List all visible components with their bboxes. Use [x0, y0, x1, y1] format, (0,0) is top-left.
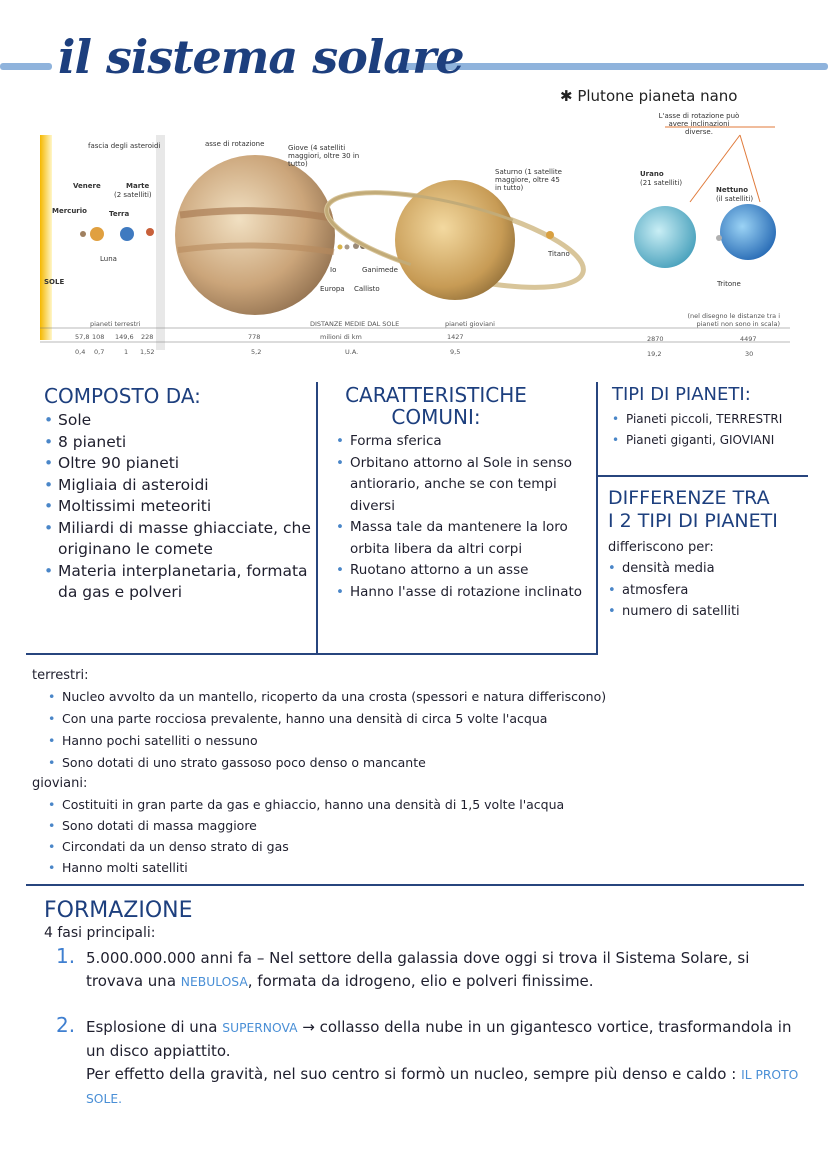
- list-item: • Massa tale da mantenere la loro orbita libera da altri corpi: [336, 517, 586, 560]
- label-asse: asse di rotazione: [205, 140, 265, 148]
- tritone-shape: [716, 235, 722, 241]
- ua-value: 19,2: [647, 350, 662, 358]
- caratteristiche-title-line1: CARATTERISTICHE: [345, 383, 527, 407]
- io-shape: [338, 245, 343, 250]
- neptune-shape: [720, 204, 776, 260]
- km-value: 57,8: [75, 333, 90, 341]
- formazione-title: FORMAZIONE: [44, 898, 193, 923]
- list-item: • Sole: [44, 410, 314, 432]
- label-marte-satelliti: (2 satelliti): [114, 191, 152, 199]
- caratteristiche-section: [336, 384, 586, 603]
- list-item: • Hanno molti satelliti: [48, 857, 812, 878]
- europa-shape: [345, 245, 350, 250]
- list-item: • Orbitano attorno al Sole in senso antiorario, anche se con tempi diversi: [336, 453, 586, 518]
- venus-shape: [90, 227, 104, 241]
- tipi-section: [612, 384, 822, 451]
- formazione-step-2: [44, 1013, 804, 1111]
- step-1-number: 1.: [56, 944, 76, 968]
- list-item: • Nucleo avvolto da un mantello, ricoperto da una crosta (spessori e natura differiscono): [48, 686, 812, 708]
- label-venere: Venere: [73, 182, 101, 190]
- uranus-shape: [634, 206, 696, 268]
- differenze-section: [608, 487, 823, 623]
- differenze-list: [608, 558, 823, 623]
- list-item: • Oltre 90 pianeti: [44, 453, 314, 475]
- label-scala-note: (nel disegno le distanze tra i pianeti non sono in scala): [687, 312, 780, 328]
- label-urano-satelliti: (21 satelliti): [640, 179, 683, 187]
- label-pianeti-gioviani: pianeti gioviani: [445, 320, 495, 328]
- km-value: 149,6: [115, 333, 134, 341]
- jupiter-shape: [175, 155, 335, 315]
- label-sole: SOLE: [44, 278, 65, 286]
- tipi-list: [612, 409, 822, 451]
- list-item: • Moltissimi meteoriti: [44, 496, 314, 518]
- step-2-text-post: → collasso della nube in un gigantesco vortice, trasformandola in un disco appiattito.: [86, 1018, 792, 1060]
- label-distanze: DISTANZE MEDIE DAL SOLE: [310, 320, 400, 328]
- composto-section: [44, 384, 314, 604]
- label-mercurio: Mercurio: [52, 207, 87, 215]
- formazione-step-1: [44, 944, 804, 994]
- ua-value: 0,4: [75, 348, 86, 356]
- list-item: • densità media: [608, 558, 823, 580]
- step-1-text-pre: 5.000.000.000 anni fa – Nel settore della galassia dove oggi si trova il Sistema Solare, si trovava una: [86, 949, 750, 990]
- step-2-text-line2: Per effetto della gravità, nel suo centro si formò un nucleo, sempre più denso e caldo :: [86, 1065, 737, 1083]
- ua-value: 30: [745, 350, 754, 358]
- saturn-shape: [395, 180, 515, 300]
- label-titano: Titano: [548, 250, 570, 258]
- gioviani-label: gioviani:: [32, 776, 88, 791]
- differenze-title-line1: DIFFERENZE TRA: [608, 487, 770, 509]
- step-2-line-2: [86, 1063, 804, 1111]
- tipi-title: TIPI DI PIANETI:: [612, 384, 751, 405]
- km-value: 108: [92, 333, 105, 341]
- asteroid-belt-shape: [156, 135, 165, 350]
- list-item: • Pianeti giganti, GIOVIANI: [612, 430, 822, 451]
- label-nettuno-satelliti: (il satelliti): [716, 195, 754, 203]
- step-2-number: 2.: [56, 1013, 76, 1037]
- step-2-highlight: SUPERNOVA: [222, 1021, 298, 1035]
- label-terra: Terra: [109, 210, 130, 218]
- km-value: 4497: [740, 335, 757, 343]
- differenze-title-line2: I 2 TIPI DI PIANETI: [608, 510, 778, 532]
- divider-horizontal-boxes: [26, 653, 598, 655]
- km-value: 1427: [447, 333, 464, 341]
- terrestri-label: terrestri:: [32, 668, 89, 683]
- label-ua: U.A.: [345, 348, 359, 356]
- step-2-highlight-2: IL PROTO SOLE.: [86, 1068, 799, 1106]
- ua-value: 1: [124, 348, 129, 356]
- differenze-intro: differiscono per:: [608, 540, 714, 555]
- step-1-text-post: , formata da idrogeno, elio e polveri finissime.: [247, 972, 594, 990]
- list-item: • Sono dotati di massa maggiore: [48, 815, 812, 836]
- solar-system-figure: [40, 110, 828, 360]
- titano-shape: [546, 231, 554, 239]
- composto-list: [44, 410, 314, 604]
- divider-vertical-2: [596, 382, 598, 654]
- label-ganimede: Ganimede: [362, 266, 398, 274]
- label-axis-note: L'asse di rotazione può avere inclinazioni diverse.: [658, 112, 740, 136]
- caratteristiche-list: [336, 431, 586, 603]
- list-item: • Hanno pochi satelliti o nessuno: [48, 730, 812, 752]
- list-item: • Materia interplanetaria, formata da gas e polveri: [44, 561, 314, 604]
- list-item: • Circondati da un denso strato di gas: [48, 836, 812, 857]
- page-title: il sistema solare: [58, 30, 464, 84]
- label-saturno: Saturno (1 satellite maggiore, oltre 45 in tutto): [495, 168, 562, 192]
- list-item: • Sono dotati di uno strato gassoso poco denso o mancante: [48, 752, 812, 774]
- terrestri-list: [48, 686, 812, 774]
- formazione-section: [44, 898, 804, 1111]
- label-urano: Urano: [640, 170, 664, 178]
- mercury-shape: [80, 231, 86, 237]
- caratteristiche-title-line2: COMUNI:: [391, 405, 481, 429]
- caratteristiche-title: [336, 384, 536, 428]
- divider-horizontal-right: [598, 475, 808, 477]
- mars-shape: [146, 228, 154, 236]
- km-value: 228: [141, 333, 154, 341]
- list-item: • Miliardi di masse ghiacciate, che originano le comete: [44, 518, 314, 561]
- list-item: • Con una parte rocciosa prevalente, hanno una densità di circa 5 volte l'acqua: [48, 708, 812, 730]
- label-luna: Luna: [100, 255, 117, 263]
- gioviani-list: [48, 794, 812, 878]
- tipi-details-section: [32, 666, 812, 878]
- composto-title: COMPOSTO DA:: [44, 384, 201, 408]
- list-item: • Costituiti in gran parte da gas e ghiaccio, hanno una densità di 1,5 volte l'acqua: [48, 794, 812, 815]
- list-item: • Migliaia di asteroidi: [44, 475, 314, 497]
- label-giove: Giove (4 satelliti maggiori, oltre 30 in tutto): [288, 144, 360, 168]
- earth-shape: [120, 227, 134, 241]
- step-1-highlight: NEBULOSA: [180, 975, 248, 989]
- list-item: • atmosfera: [608, 580, 823, 602]
- label-fascia: fascia degli asteroidi: [88, 142, 161, 150]
- label-tritone: Tritone: [717, 280, 741, 288]
- list-item: • Hanno l'asse di rotazione inclinato: [336, 582, 586, 604]
- formazione-intro: 4 fasi principali:: [44, 925, 156, 941]
- label-pianeti-terrestri: pianeti terrestri: [90, 320, 141, 328]
- label-km: milioni di km: [320, 333, 362, 341]
- list-item: • numero di satelliti: [608, 601, 823, 623]
- km-value: 2870: [647, 335, 664, 343]
- label-callisto: Callisto: [354, 285, 380, 293]
- title-rule-left: [0, 63, 52, 70]
- list-item: • Forma sferica: [336, 431, 586, 453]
- list-item: • 8 pianeti: [44, 432, 314, 454]
- ua-value: 1,52: [140, 348, 155, 356]
- ua-value: 0,7: [94, 348, 105, 356]
- pluto-note: ✱ Plutone pianeta nano: [560, 87, 738, 105]
- km-value: 778: [248, 333, 261, 341]
- label-europa: Europa: [320, 285, 345, 293]
- divider-vertical-1: [316, 382, 318, 654]
- differenze-title: [608, 487, 823, 533]
- ua-value: 9,5: [450, 348, 461, 356]
- divider-formazione: [26, 884, 804, 886]
- label-marte: Marte: [126, 182, 150, 190]
- list-item: • Pianeti piccoli, TERRESTRI: [612, 409, 822, 430]
- sun-shape: [40, 135, 52, 340]
- ua-value: 5,2: [251, 348, 262, 356]
- list-item: • Ruotano attorno a un asse: [336, 560, 586, 582]
- step-2-text-pre: Esplosione di una: [86, 1018, 218, 1036]
- label-io: Io: [330, 266, 337, 274]
- label-nettuno: Nettuno: [716, 186, 749, 194]
